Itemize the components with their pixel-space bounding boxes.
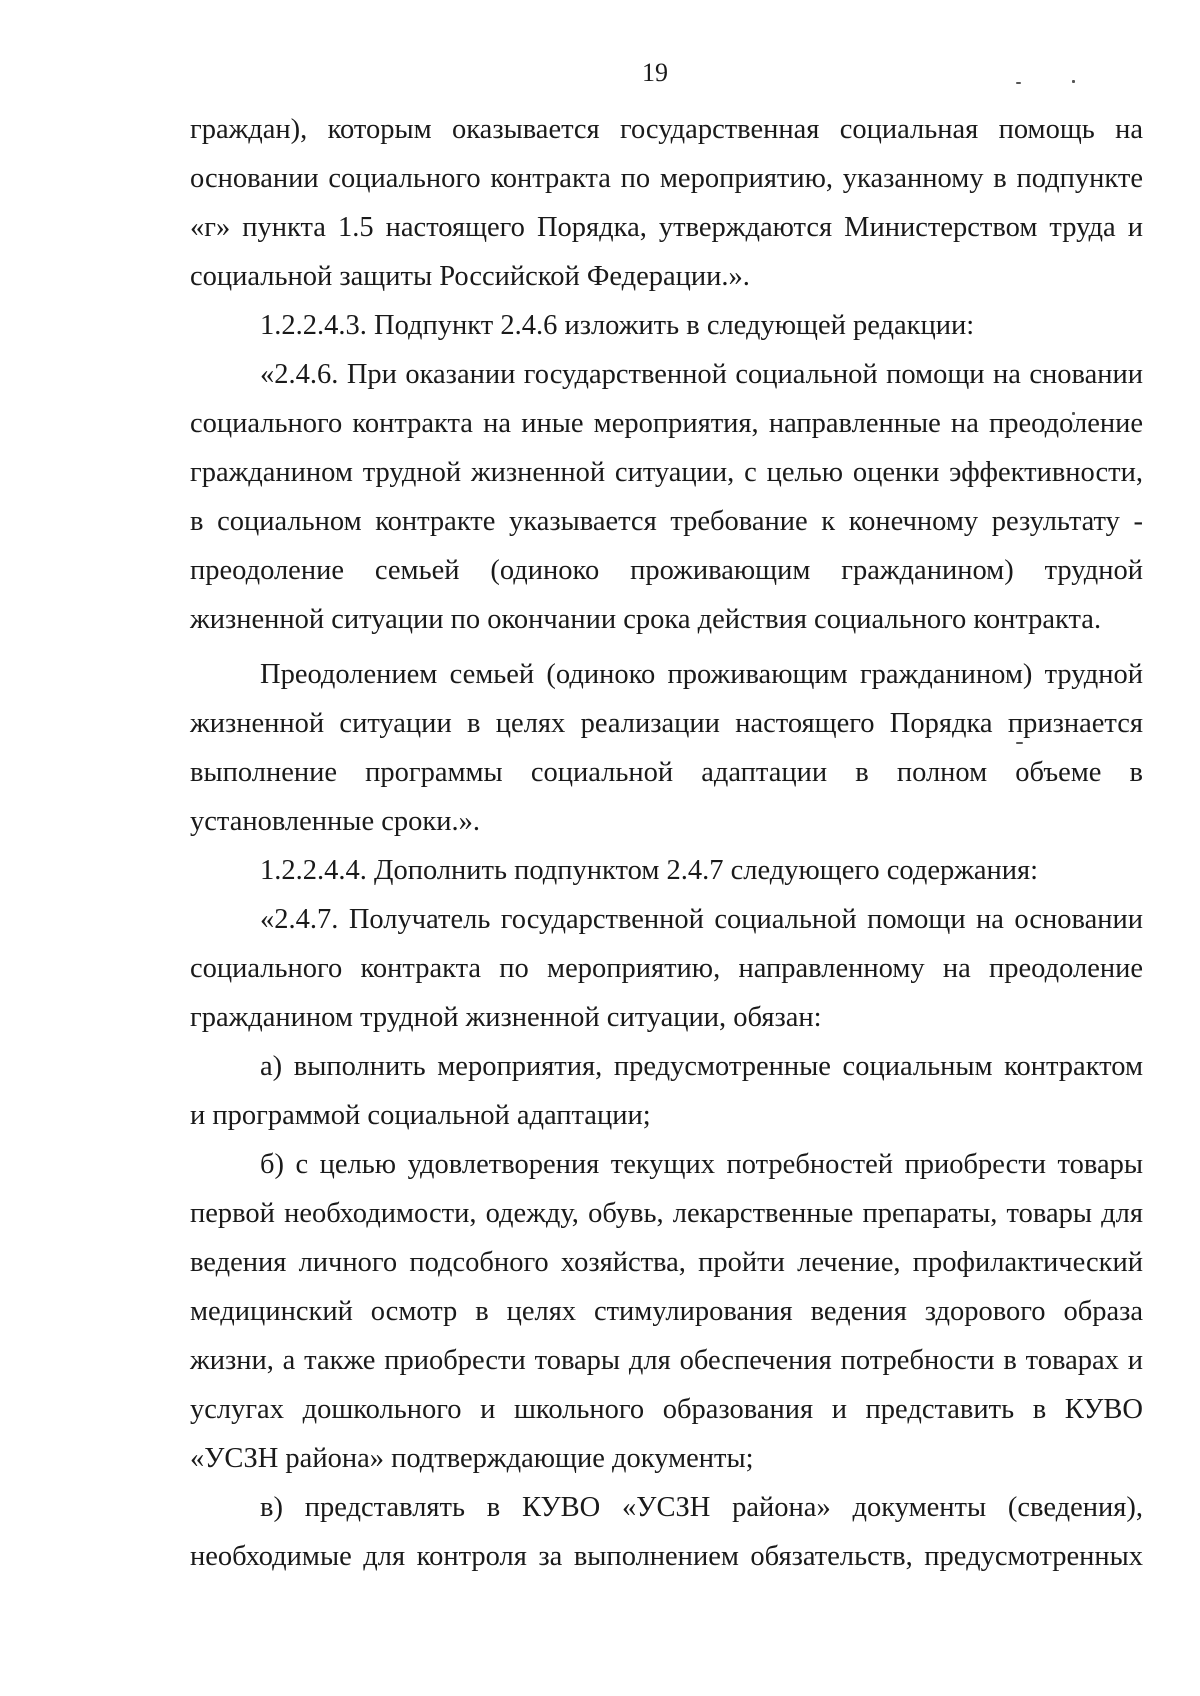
text-line: ведения личного подсобного хозяйства, пройти лечение, профилактический — [190, 1247, 1143, 1278]
text-line: граждан), которым оказывается государственная социальная помощь на — [190, 114, 1143, 145]
text-line: Преодолением семьей (одиноко проживающим гражданином) трудной — [260, 659, 1143, 690]
text-line: первой необходимости, одежду, обувь, лекарственные препараты, товары для — [190, 1198, 1143, 1229]
text-line: «г» пункта 1.5 настоящего Порядка, утверждаются Министерством труда и — [190, 212, 1143, 243]
text-line: в) представлять в КУВО «УСЗН района» документы (сведения), — [260, 1492, 1143, 1523]
text-line: «2.4.7. Получатель государственной социальной помощи на основании — [260, 904, 1143, 935]
text-line: социального контракта на иные мероприятия, направленные на преодоление — [190, 408, 1143, 439]
text-line: основании социального контракта по мероприятию, указанному в подпункте — [190, 163, 1143, 194]
text-line: преодоление семьей (одиноко проживающим гражданином) трудной — [190, 555, 1143, 586]
text-line: б) с целью удовлетворения текущих потребностей приобрести товары — [260, 1149, 1143, 1180]
text-line: гражданином трудной жизненной ситуации, обязан: — [190, 1002, 822, 1033]
text-line: социального контракта по мероприятию, направленному на преодоление — [190, 953, 1143, 984]
scan-speck — [1016, 82, 1021, 84]
text-line: «2.4.6. При оказании государственной социальной помощи на сновании — [260, 359, 1143, 390]
text-line: социальной защиты Российской Федерации.». — [190, 261, 750, 292]
text-line: 1.2.2.4.4. Дополнить подпунктом 2.4.7 следующего содержания: — [260, 855, 1039, 886]
text-line: «УСЗН района» подтверждающие документы; — [190, 1443, 754, 1474]
text-line: а) выполнить мероприятия, предусмотренные социальным контрактом — [260, 1051, 1143, 1082]
text-line: установленные сроки.». — [190, 806, 480, 837]
text-line: и программой социальной адаптации; — [190, 1100, 651, 1131]
text-line: жизни, а также приобрести товары для обеспечения потребности в товарах и — [190, 1345, 1143, 1376]
scan-speck — [1072, 80, 1075, 83]
page-number: 19 — [642, 58, 668, 87]
text-line: выполнение программы социальной адаптации в полном объеме в — [190, 757, 1143, 788]
text-line: 1.2.2.4.3. Подпункт 2.4.6 изложить в следующей редакции: — [260, 310, 975, 341]
text-line: жизненной ситуации в целях реализации настоящего Порядка признается — [190, 708, 1143, 739]
text-line: необходимые для контроля за выполнением обязательств, предусмотренных — [190, 1541, 1143, 1572]
text-line: жизненной ситуации по окончании срока действия социального контракта. — [190, 604, 1102, 635]
text-line: медицинский осмотр в целях стимулирования ведения здорового образа — [190, 1296, 1143, 1327]
document-body — [190, 105, 1143, 1581]
text-line: гражданином трудной жизненной ситуации, с целью оценки эффективности, — [190, 457, 1143, 488]
text-line: услугах дошкольного и школьного образования и представить в КУВО — [190, 1394, 1143, 1425]
text-line: в социальном контракте указывается требование к конечному результату - — [190, 506, 1143, 537]
